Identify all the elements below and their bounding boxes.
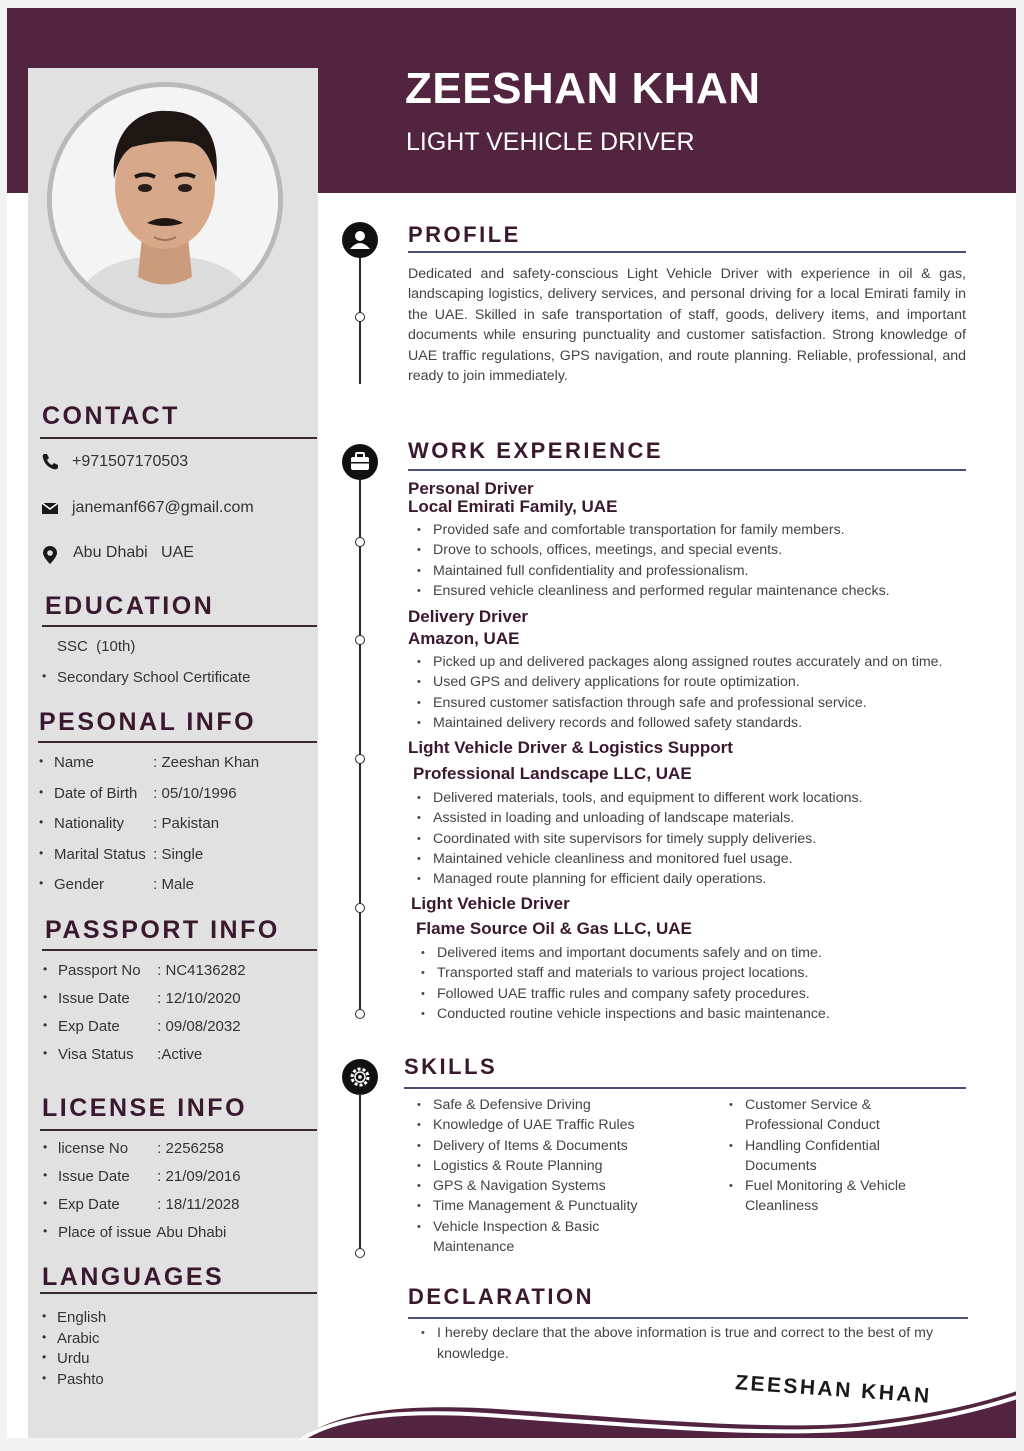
declaration-line-continued: knowledge. — [437, 1346, 509, 1362]
job-company: Flame Source Oil & Gas LLC, UAE — [416, 919, 692, 938]
language-item: • Pashto — [57, 1371, 104, 1388]
passport-label: Exp Date — [58, 1018, 120, 1035]
passport-row — [58, 962, 246, 979]
job-bullet: • Managed route planning for efficient daily operations. — [408, 869, 863, 889]
timeline-skills — [359, 1091, 361, 1249]
skill-text: Documents — [745, 1157, 817, 1174]
personal-row — [54, 754, 259, 771]
personal-info-divider — [38, 741, 317, 743]
job-company: Local Emirati Family, UAE — [408, 497, 618, 516]
skill-text: • Delivery of Items & Documents — [433, 1137, 628, 1154]
passport-row — [58, 1046, 202, 1063]
declaration-title: DECLARATION — [408, 1284, 594, 1309]
skill-text: • Time Management & Punctuality — [433, 1198, 638, 1215]
license-value: : 21/09/2016 — [157, 1168, 241, 1185]
contact-phone[interactable]: +971507170503 — [72, 453, 189, 470]
job-bullet: • Delivered items and important documents safely and on time. — [412, 943, 830, 963]
license-value: Abu Dhabi — [156, 1224, 227, 1241]
skill-text: • GPS & Navigation Systems — [433, 1178, 606, 1195]
job-company: Amazon, UAE — [408, 629, 520, 648]
skills-list-right — [720, 1095, 906, 1217]
timeline-dot — [355, 903, 365, 913]
briefcase-icon — [342, 444, 378, 480]
job-bullet: • Ensured customer satisfaction through safe and professional service. — [408, 693, 943, 713]
personal-value: : 05/10/1996 — [153, 784, 237, 802]
skill-item — [720, 1176, 906, 1217]
skills-title: SKILLS — [404, 1054, 498, 1079]
profile-section-marker — [342, 222, 378, 258]
job-bullets — [408, 520, 890, 601]
gear-icon — [342, 1059, 378, 1095]
license-info-title: LICENSE INFO — [42, 1094, 248, 1122]
job-bullet: • Followed UAE traffic rules and company safety procedures. — [412, 984, 830, 1004]
passport-value: : 09/08/2032 — [157, 1018, 241, 1035]
contact-location: Abu Dhabi UAE — [73, 544, 194, 561]
skill-item — [408, 1176, 638, 1196]
personal-label: Marital Status — [54, 845, 146, 863]
profile-photo — [47, 82, 283, 318]
job-bullets — [412, 943, 830, 1024]
declaration-list — [412, 1323, 933, 1365]
license-label: license No — [58, 1140, 129, 1157]
profile-text: Dedicated and safety-conscious Light Vehicle Driver with experience in oil & gas, landscaping logistics, delivery services, and personal driving for a local Emirati family in the UAE. Skilled in safe transportation of staff, goods, delivery items, and important documents while ensuring punctuality and customer satisfaction. Strong knowledge of UAE traffic regulations, GPS navigation, and route planning. Reliable, professional, and ready to join immediately. — [408, 266, 966, 385]
contact-email[interactable]: janemanf667@gmail.com — [72, 499, 254, 516]
passport-label: Issue Date — [58, 990, 130, 1007]
skill-text: Cleanliness — [745, 1198, 819, 1215]
job-bullet: • Conducted routine vehicle inspections and basic maintenance. — [412, 1004, 830, 1024]
license-row — [58, 1168, 241, 1185]
person-portrait-icon — [52, 87, 278, 313]
job-bullet: • Provided safe and comfortable transportation for family members. — [408, 520, 890, 540]
skill-item — [720, 1136, 906, 1177]
skill-text: • Knowledge of UAE Traffic Rules — [433, 1117, 635, 1134]
passport-info-title: PASSPORT INFO — [45, 916, 280, 944]
skill-item — [408, 1136, 638, 1156]
languages-divider — [40, 1292, 317, 1294]
timeline-dot — [355, 1248, 365, 1258]
candidate-name: ZEESHAN KHAN — [405, 64, 761, 113]
personal-label: Date of Birth — [54, 784, 138, 802]
license-value: : 18/11/2028 — [157, 1196, 240, 1213]
personal-row — [54, 815, 219, 832]
passport-info-divider — [42, 949, 317, 951]
profile-divider — [408, 251, 966, 253]
resume-page — [7, 8, 1016, 1438]
experience-divider — [408, 469, 966, 471]
skill-text: • Safe & Defensive Driving — [433, 1097, 591, 1113]
passport-row — [58, 1018, 241, 1035]
language-item: • English — [57, 1309, 106, 1326]
personal-info-title: PESONAL INFO — [39, 708, 257, 736]
education-divider — [42, 625, 317, 627]
timeline-dot — [355, 635, 365, 645]
candidate-title: LIGHT VEHICLE DRIVER — [406, 128, 695, 156]
timeline-dot — [355, 1009, 365, 1019]
email-icon — [40, 498, 60, 518]
license-label: Exp Date — [58, 1196, 120, 1213]
language-item: • Arabic — [57, 1330, 100, 1347]
skill-item — [408, 1217, 638, 1258]
contact-title: CONTACT — [42, 402, 180, 430]
education-title: EDUCATION — [45, 592, 215, 620]
profile-title: PROFILE — [408, 222, 521, 247]
skills-list-left — [408, 1095, 638, 1257]
skill-text: • Logistics & Route Planning — [433, 1157, 603, 1174]
license-value: : 2256258 — [157, 1140, 224, 1157]
job-bullet: • Maintained delivery records and followed safety standards. — [408, 713, 943, 733]
skills-divider — [404, 1087, 966, 1089]
profile-user-icon — [342, 222, 378, 258]
personal-value: : Zeeshan Khan — [153, 754, 260, 771]
skill-item — [408, 1115, 638, 1135]
job-bullet: • Transported staff and materials to various project locations. — [412, 963, 830, 983]
personal-value: : Pakistan — [153, 815, 220, 832]
skill-text: • Handling Confidential — [745, 1137, 880, 1154]
timeline-dot — [355, 537, 365, 547]
location-pin-icon — [40, 545, 60, 565]
passport-value: :Active — [157, 1046, 203, 1063]
passport-label: Visa Status — [58, 1046, 134, 1063]
skill-text: Maintenance — [433, 1239, 515, 1256]
job-company: Professional Landscape LLC, UAE — [413, 764, 692, 783]
skill-item — [720, 1095, 906, 1136]
skill-text: • Vehicle Inspection & Basic — [433, 1218, 600, 1235]
license-label: Issue Date — [58, 1168, 130, 1185]
job-bullet: • Maintained full confidentiality and professionalism. — [408, 561, 890, 581]
declaration-line: • I hereby declare that the above information is true and correct to the best of my — [412, 1323, 933, 1344]
job-bullet: • Assisted in loading and unloading of landscape materials. — [408, 808, 863, 828]
contact-divider — [40, 437, 317, 439]
passport-row — [58, 990, 241, 1007]
personal-label: Name — [54, 754, 95, 771]
passport-value: : 12/10/2020 — [157, 990, 241, 1007]
license-row — [58, 1224, 226, 1241]
declaration-divider — [408, 1317, 968, 1319]
passport-value: : NC4136282 — [157, 962, 246, 979]
timeline-dot — [355, 754, 365, 764]
job-role: Light Vehicle Driver & Logistics Support — [408, 738, 733, 757]
skill-item — [408, 1095, 638, 1115]
job-bullet: • Delivered materials, tools, and equipment to different work locations. — [408, 788, 863, 808]
passport-label: Passport No — [58, 962, 141, 979]
personal-value: : Male — [153, 876, 195, 893]
timeline-dot — [355, 312, 365, 322]
skill-item — [408, 1156, 638, 1176]
license-label: Place of issue — [58, 1224, 152, 1241]
skills-section-marker — [342, 1059, 378, 1095]
job-bullet: • Used GPS and delivery applications for route optimization. — [408, 672, 943, 692]
experience-section-marker — [342, 444, 378, 480]
skill-text: • Customer Service & — [745, 1097, 872, 1113]
skill-text: • Fuel Monitoring & Vehicle — [745, 1178, 906, 1195]
license-info-divider — [40, 1129, 317, 1131]
job-bullet: • Coordinated with site supervisors for timely supply deliveries. — [408, 829, 863, 849]
languages-title: LANGUAGES — [42, 1263, 225, 1291]
job-bullet: • Maintained vehicle cleanliness and monitored fuel usage. — [408, 849, 863, 869]
phone-icon — [40, 452, 60, 472]
timeline-experience — [359, 473, 361, 1016]
personal-row — [54, 846, 203, 863]
job-role: Delivery Driver — [408, 607, 529, 626]
job-bullet: • Ensured vehicle cleanliness and performed regular maintenance checks. — [408, 581, 890, 601]
job-bullet: • Picked up and delivered packages along assigned routes accurately and on time. — [408, 652, 943, 672]
education-level: SSC (10th) — [57, 638, 136, 655]
skill-text: Professional Conduct — [745, 1117, 880, 1134]
personal-label: Gender — [54, 876, 105, 893]
personal-row — [54, 876, 194, 893]
job-role: Light Vehicle Driver — [411, 894, 570, 913]
education-item: • Secondary School Certificate — [57, 669, 250, 686]
skill-item — [408, 1196, 638, 1216]
job-bullet: • Drove to schools, offices, meetings, and special events. — [408, 540, 890, 560]
job-bullets — [408, 652, 943, 733]
personal-row — [54, 785, 237, 802]
personal-label: Nationality — [54, 815, 125, 832]
job-bullets — [408, 788, 863, 889]
job-role: Personal Driver — [408, 479, 534, 498]
signature: ZEESHAN KHAN — [734, 1371, 933, 1408]
license-row — [58, 1196, 239, 1213]
experience-title: WORK EXPERIENCE — [408, 438, 664, 463]
personal-value: : Single — [153, 845, 204, 863]
license-row — [58, 1140, 224, 1157]
language-item: • Urdu — [57, 1350, 90, 1367]
